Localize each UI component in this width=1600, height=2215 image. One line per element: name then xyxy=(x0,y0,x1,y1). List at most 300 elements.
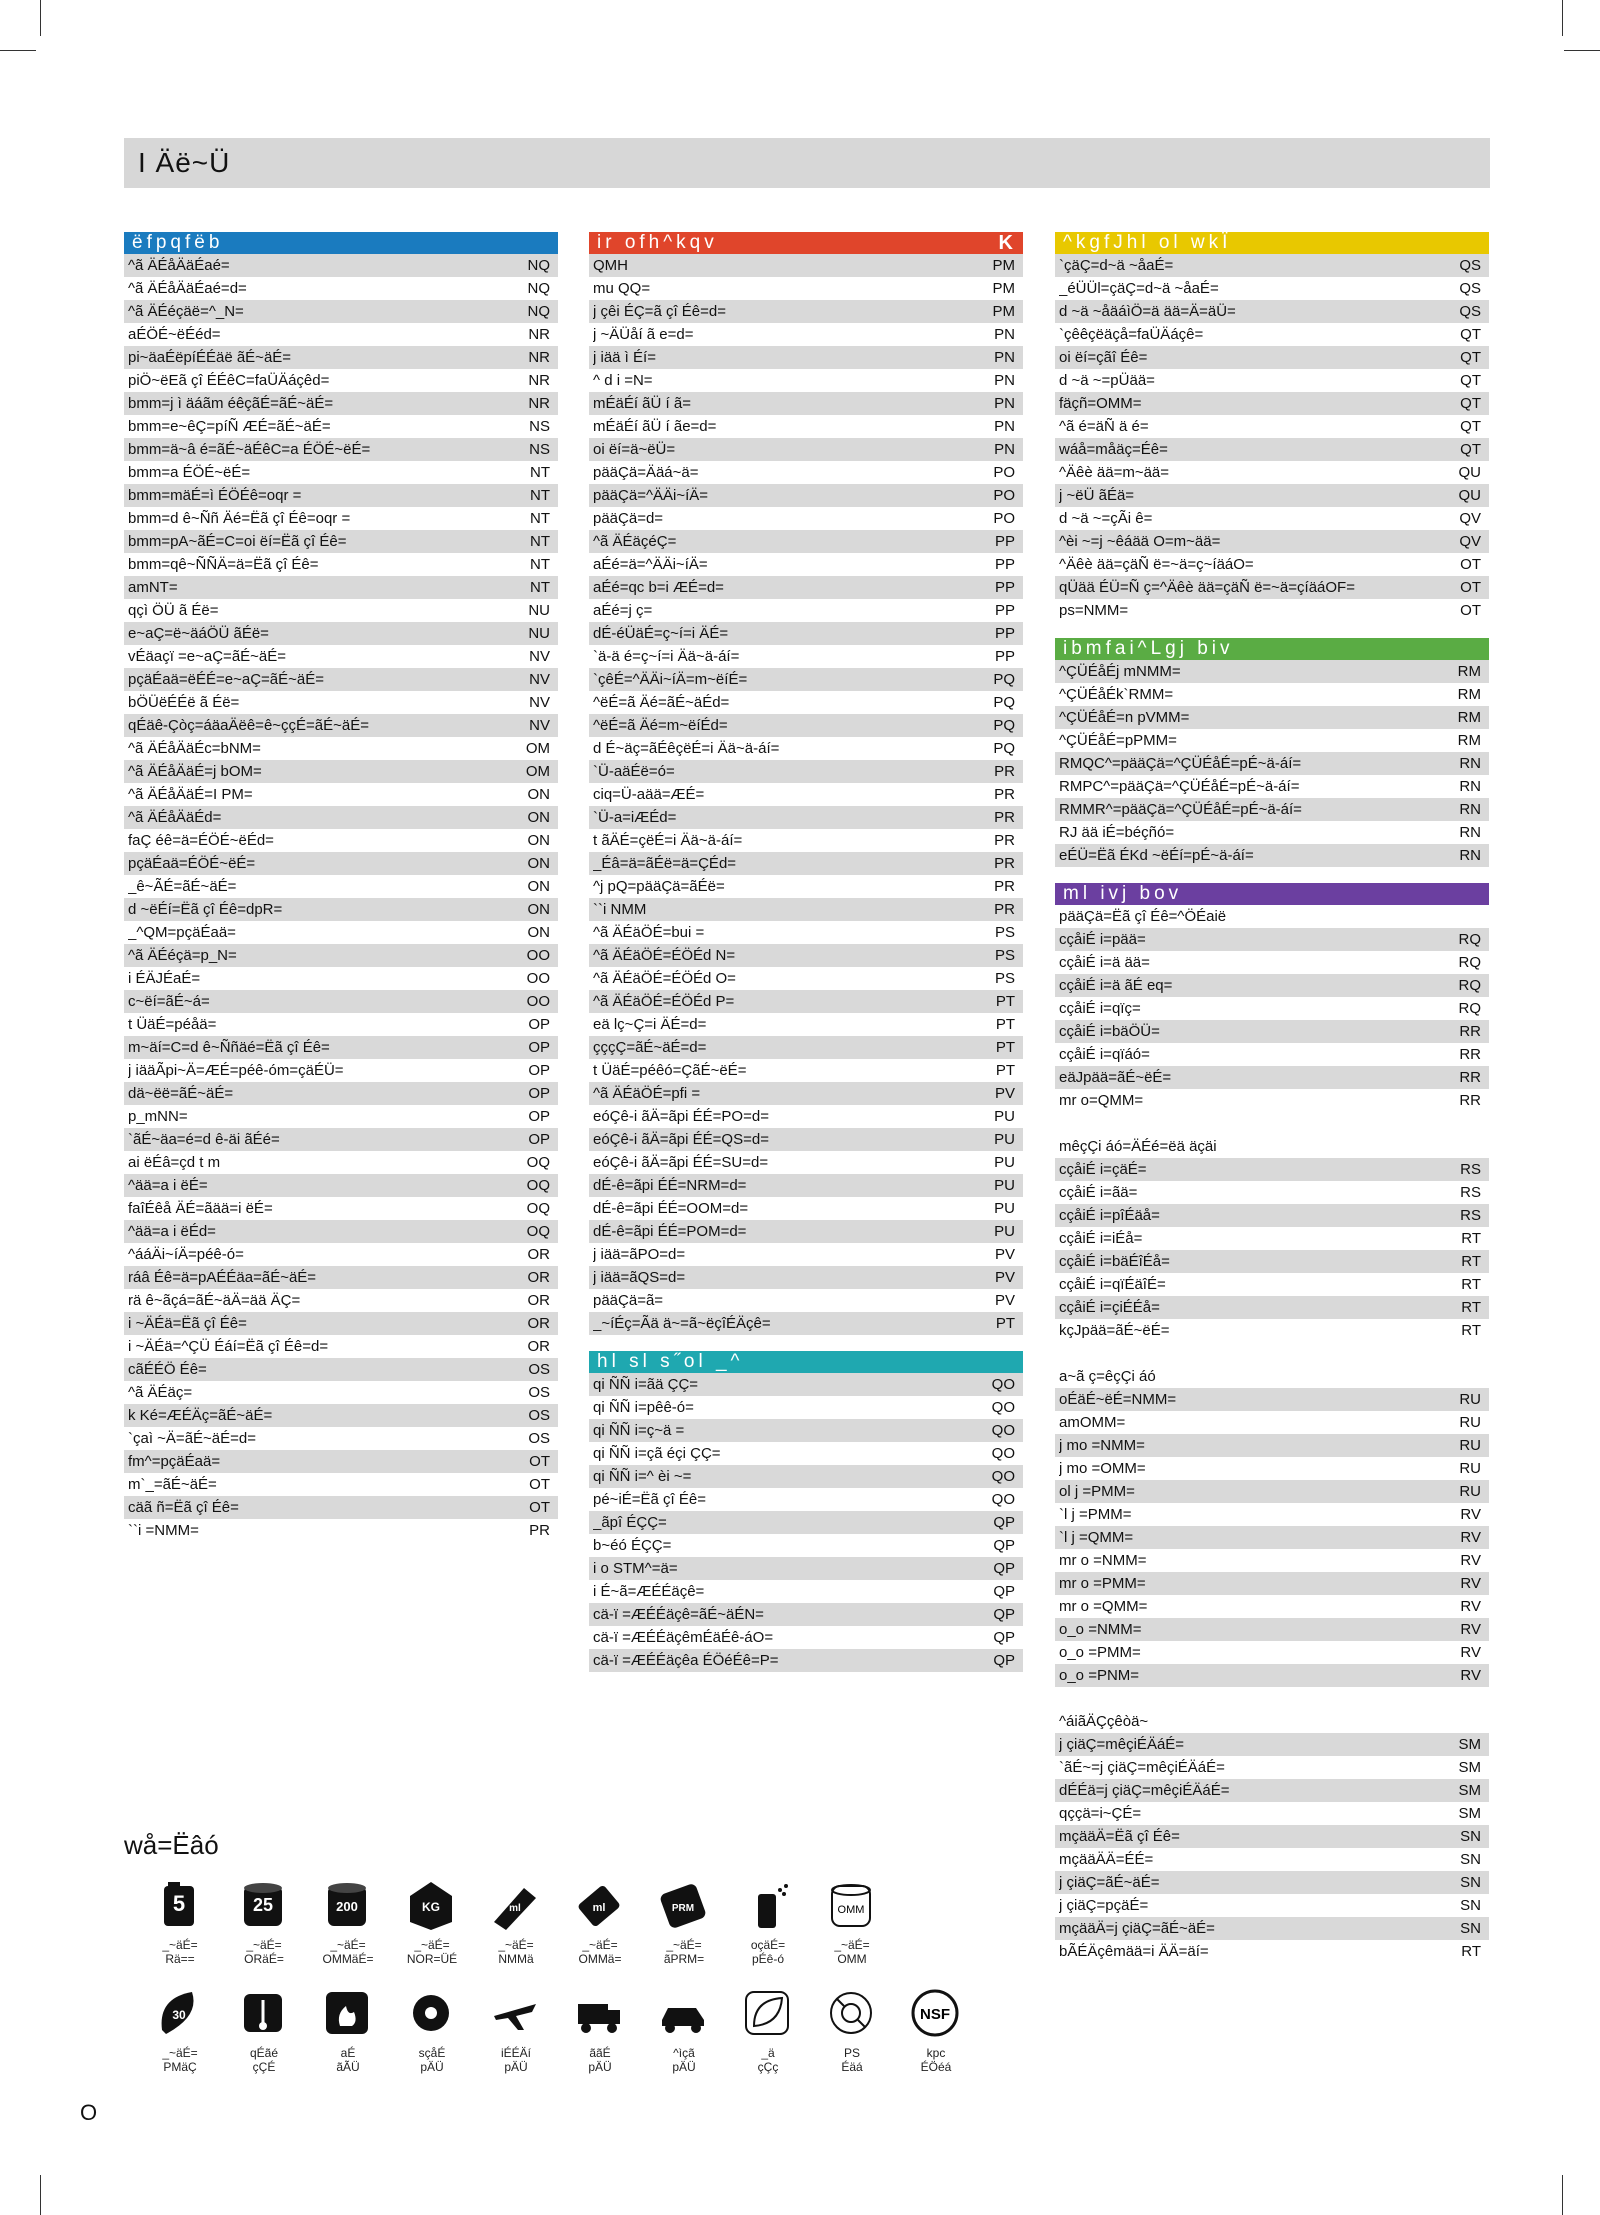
index-entry[interactable] xyxy=(124,1105,558,1128)
index-entry[interactable] xyxy=(1055,415,1489,438)
entry-page: RT xyxy=(1461,1299,1481,1316)
index-entry[interactable] xyxy=(1055,1411,1489,1434)
index-entry[interactable] xyxy=(124,576,558,599)
index-entry[interactable] xyxy=(589,1419,1023,1442)
index-entry[interactable] xyxy=(1055,1043,1489,1066)
entry-page: SN xyxy=(1460,1851,1481,1868)
entry-page: ON xyxy=(527,878,550,895)
index-entry[interactable] xyxy=(124,599,558,622)
index-entry[interactable] xyxy=(589,1557,1023,1580)
entry-page: NR xyxy=(528,326,550,343)
entry-name: oi ëí=ä~ëÜ= xyxy=(593,441,676,458)
index-entry[interactable] xyxy=(589,622,1023,645)
entry-name: qçì ÖÜ ã Éë= xyxy=(128,602,219,619)
index-entry[interactable] xyxy=(589,1197,1023,1220)
index-entry[interactable] xyxy=(124,1450,558,1473)
index-entry[interactable] xyxy=(589,1603,1023,1626)
entry-page: OP xyxy=(528,1039,550,1056)
index-entry[interactable] xyxy=(1055,484,1489,507)
entry-page: PR xyxy=(994,763,1015,780)
entry-page: QP xyxy=(993,1583,1015,1600)
entry-page: QT xyxy=(1460,441,1481,458)
index-entry[interactable] xyxy=(1055,683,1489,706)
index-entry[interactable] xyxy=(124,1266,558,1289)
index-entry[interactable] xyxy=(1055,599,1489,622)
thermometer-30-icon xyxy=(152,1986,206,2040)
index-entry[interactable] xyxy=(589,944,1023,967)
drum-25l-icon xyxy=(236,1878,290,1932)
index-entry[interactable] xyxy=(1055,974,1489,997)
index-entry[interactable] xyxy=(589,1128,1023,1151)
entry-name: kçJpää=ãÉ~ëÉ= xyxy=(1059,1322,1170,1339)
index-entry[interactable] xyxy=(589,1013,1023,1036)
entry-name: bÖÜëÉÉë ã Éë= xyxy=(128,694,240,711)
index-entry[interactable] xyxy=(1055,997,1489,1020)
index-entry[interactable] xyxy=(589,875,1023,898)
index-entry[interactable] xyxy=(124,1151,558,1174)
index-entry[interactable] xyxy=(589,990,1023,1013)
index-entry[interactable] xyxy=(124,1519,558,1542)
index-entry[interactable] xyxy=(1055,821,1489,844)
index-entry[interactable] xyxy=(124,1358,558,1381)
index-entry[interactable] xyxy=(124,852,558,875)
index-entry[interactable] xyxy=(1055,346,1489,369)
index-entry[interactable] xyxy=(1055,752,1489,775)
index-entry[interactable] xyxy=(124,760,558,783)
entry-page: RM xyxy=(1457,709,1481,726)
index-entry[interactable] xyxy=(589,438,1023,461)
index-entry[interactable] xyxy=(589,346,1023,369)
entry-name: cçåiÉ i=ä ää= xyxy=(1059,954,1150,971)
index-entry[interactable] xyxy=(1055,1664,1489,1687)
index-entry[interactable] xyxy=(124,277,558,300)
entry-name: pääÇä=^ÄÄi~íÄ= xyxy=(593,487,709,504)
entry-name: _^QM=pçäÉaä= xyxy=(128,924,236,941)
spacer xyxy=(1055,1342,1489,1365)
index-entry[interactable] xyxy=(589,1082,1023,1105)
entry-name: pé~iÉ=Ëã çî Éê= xyxy=(593,1491,706,1508)
index-entry[interactable] xyxy=(589,714,1023,737)
index-entry[interactable] xyxy=(589,1105,1023,1128)
entry-name: mr o =PMM= xyxy=(1059,1575,1146,1592)
index-entry[interactable] xyxy=(589,898,1023,921)
index-entry[interactable] xyxy=(1055,1434,1489,1457)
legend-item xyxy=(572,1986,628,2074)
index-entry[interactable] xyxy=(1055,369,1489,392)
index-entry[interactable] xyxy=(589,1534,1023,1557)
index-entry[interactable] xyxy=(1055,1480,1489,1503)
entry-name: m~äí=C=d ê~Ññäé=Ëã çî Éê= xyxy=(128,1039,330,1056)
legend-label: _~äÉ= NOR=ÜÉ xyxy=(406,1938,458,1966)
index-entry[interactable] xyxy=(1055,1388,1489,1411)
entry-page: PS xyxy=(994,924,1015,941)
entry-page: PV xyxy=(994,1246,1015,1263)
index-entry[interactable] xyxy=(1055,1779,1489,1802)
index-entry[interactable] xyxy=(589,1151,1023,1174)
index-entry[interactable] xyxy=(589,277,1023,300)
index-entry[interactable] xyxy=(589,1220,1023,1243)
index-entry[interactable] xyxy=(1055,1204,1489,1227)
index-entry[interactable] xyxy=(589,461,1023,484)
entry-page: SN xyxy=(1460,1874,1481,1891)
index-entry[interactable] xyxy=(1055,530,1489,553)
index-entry[interactable] xyxy=(1055,1273,1489,1296)
legend-item xyxy=(656,1878,712,1966)
index-entry[interactable] xyxy=(589,553,1023,576)
index-entry[interactable] xyxy=(1055,844,1489,867)
index-entry[interactable] xyxy=(589,852,1023,875)
entry-page: PR xyxy=(994,855,1015,872)
entry-page: PN xyxy=(994,372,1015,389)
machinery-icon xyxy=(404,1986,458,2040)
entry-name: t ÜäÉ=péêó=ÇãÉ~ëÉ= xyxy=(593,1062,747,1079)
index-entry[interactable] xyxy=(1055,1089,1489,1112)
index-entry[interactable] xyxy=(124,622,558,645)
entry-name: j mo =NMM= xyxy=(1059,1437,1145,1454)
entry-page: RV xyxy=(1460,1552,1481,1569)
index-entry[interactable] xyxy=(589,1266,1023,1289)
index-entry[interactable] xyxy=(589,691,1023,714)
index-entry[interactable] xyxy=(1055,323,1489,346)
entry-page: RT xyxy=(1461,1322,1481,1339)
entry-page: RS xyxy=(1460,1184,1481,1201)
index-entry[interactable] xyxy=(589,1626,1023,1649)
index-entry[interactable] xyxy=(1055,1641,1489,1664)
section-header xyxy=(124,232,558,254)
index-entry[interactable] xyxy=(589,1442,1023,1465)
index-entry[interactable] xyxy=(589,921,1023,944)
index-entry[interactable] xyxy=(589,1036,1023,1059)
entry-page: RN xyxy=(1459,778,1481,795)
index-entry[interactable] xyxy=(1055,1756,1489,1779)
index-entry[interactable] xyxy=(124,1427,558,1450)
entry-name: faîÉêå ÄÉ=ãää=i ëÉ= xyxy=(128,1200,273,1217)
index-entry[interactable] xyxy=(1055,1802,1489,1825)
index-entry[interactable] xyxy=(1055,1825,1489,1848)
svg-text:KG: KG xyxy=(422,1900,440,1914)
entry-name: b~éó ÉÇÇ= xyxy=(593,1537,672,1554)
index-entry[interactable] xyxy=(124,484,558,507)
index-entry[interactable] xyxy=(589,599,1023,622)
index-entry[interactable] xyxy=(124,1404,558,1427)
index-entry[interactable] xyxy=(1055,1917,1489,1940)
spray-can-icon xyxy=(740,1878,794,1932)
entry-name: cçåiÉ i=ãä= xyxy=(1059,1184,1138,1201)
marine-icon xyxy=(824,1986,878,2040)
index-entry[interactable] xyxy=(589,829,1023,852)
entry-page: QO xyxy=(991,1399,1015,1416)
entry-page: PP xyxy=(994,556,1015,573)
index-entry[interactable] xyxy=(1055,660,1489,683)
index-entry[interactable] xyxy=(1055,1871,1489,1894)
entry-name: j ~ëÜ ãÉä= xyxy=(1059,487,1135,504)
index-entry[interactable] xyxy=(124,1335,558,1358)
index-entry[interactable] xyxy=(589,576,1023,599)
index-entry[interactable] xyxy=(124,691,558,714)
index-entry[interactable] xyxy=(589,783,1023,806)
index-entry[interactable] xyxy=(589,1511,1023,1534)
index-entry[interactable] xyxy=(1055,1181,1489,1204)
index-entry[interactable] xyxy=(124,875,558,898)
index-entry[interactable] xyxy=(1055,1572,1489,1595)
entry-name: ^ÇÜÉåÉ=pPMM= xyxy=(1059,732,1177,749)
index-entry[interactable] xyxy=(124,1197,558,1220)
index-entry[interactable] xyxy=(1055,300,1489,323)
entry-name: dÉ-ê=ãpi ÉÉ=NRM=d= xyxy=(593,1177,747,1194)
entry-page: OT xyxy=(1460,579,1481,596)
index-entry[interactable] xyxy=(124,1128,558,1151)
index-entry[interactable] xyxy=(589,415,1023,438)
legend-label: _~äÉ= ORäÉ= xyxy=(244,1938,284,1966)
entry-page: QP xyxy=(993,1514,1015,1531)
index-entry[interactable] xyxy=(124,645,558,668)
index-entry[interactable] xyxy=(1055,1733,1489,1756)
index-entry[interactable] xyxy=(124,714,558,737)
index-entry[interactable] xyxy=(589,484,1023,507)
index-entry[interactable] xyxy=(1055,461,1489,484)
index-entry[interactable] xyxy=(589,300,1023,323)
index-entry[interactable] xyxy=(1055,1595,1489,1618)
entry-name: cçåiÉ i=qïç= xyxy=(1059,1000,1141,1017)
entry-name: o_o =PNM= xyxy=(1059,1667,1140,1684)
entry-page: PQ xyxy=(993,740,1015,757)
entry-page: PU xyxy=(994,1108,1015,1125)
legend-item xyxy=(488,1986,544,2074)
index-entry[interactable] xyxy=(124,1243,558,1266)
index-entry[interactable] xyxy=(1055,507,1489,530)
index-entry[interactable] xyxy=(124,944,558,967)
entry-name: j mo =OMM= xyxy=(1059,1460,1146,1477)
index-entry[interactable] xyxy=(1055,1526,1489,1549)
index-entry[interactable] xyxy=(124,1496,558,1519)
entry-name: aÉé=qc b=i ÆÉ=d= xyxy=(593,579,724,596)
index-entry[interactable] xyxy=(124,1473,558,1496)
entry-page: PR xyxy=(994,832,1015,849)
legend-item xyxy=(152,1986,208,2074)
entry-page: OT xyxy=(529,1453,550,1470)
index-entry[interactable] xyxy=(1055,1940,1489,1963)
index-entry[interactable] xyxy=(1055,1848,1489,1871)
index-entry[interactable] xyxy=(589,1312,1023,1335)
index-entry[interactable] xyxy=(124,530,558,553)
entry-name: dä~ëë=ãÉ~äÉ= xyxy=(128,1085,234,1102)
index-entry[interactable] xyxy=(1055,1549,1489,1572)
index-entry[interactable] xyxy=(1055,1227,1489,1250)
index-entry[interactable] xyxy=(124,737,558,760)
index-entry[interactable] xyxy=(124,967,558,990)
index-entry[interactable] xyxy=(589,1373,1023,1396)
index-entry[interactable] xyxy=(124,1174,558,1197)
entry-name: ps=NMM= xyxy=(1059,602,1129,619)
index-entry[interactable] xyxy=(124,1036,558,1059)
index-entry[interactable] xyxy=(1055,1250,1489,1273)
entry-page: NU xyxy=(528,625,550,642)
index-entry[interactable] xyxy=(124,438,558,461)
entry-page: SN xyxy=(1460,1920,1481,1937)
index-entry[interactable] xyxy=(124,1381,558,1404)
entry-page: PR xyxy=(529,1522,550,1539)
entry-page: ON xyxy=(527,901,550,918)
index-entry[interactable] xyxy=(124,369,558,392)
index-entry[interactable] xyxy=(124,323,558,346)
index-entry[interactable] xyxy=(1055,254,1489,277)
index-entry[interactable] xyxy=(1055,1296,1489,1319)
index-entry[interactable] xyxy=(589,1465,1023,1488)
legend-item xyxy=(572,1878,628,1966)
section-title: ibmfai^Lgj biv xyxy=(1063,638,1234,659)
aviation-icon xyxy=(488,1986,542,2040)
entry-name: bmm=e~êÇ=píÑ ÆÉ=ãÉ~äÉ= xyxy=(128,418,331,435)
index-entry[interactable] xyxy=(124,668,558,691)
index-entry[interactable] xyxy=(1055,951,1489,974)
legend-label: _~äÉ= ãPRM= xyxy=(663,1938,705,1966)
entry-name: ^ã ÄÉåÄäÉc=bNM= xyxy=(128,740,261,757)
entry-page: RU xyxy=(1459,1437,1481,1454)
entry-page: NS xyxy=(529,418,550,435)
entry-page: QT xyxy=(1460,395,1481,412)
index-entry[interactable] xyxy=(1055,576,1489,599)
index-entry[interactable] xyxy=(1055,1894,1489,1917)
entry-page: RQ xyxy=(1458,1000,1481,1017)
entry-page: NT xyxy=(530,464,550,481)
index-entry[interactable] xyxy=(1055,438,1489,461)
entry-page: QP xyxy=(993,1537,1015,1554)
entry-name: dÉ-éÜäÉ=ç~í=i ÄÉ= xyxy=(593,625,729,642)
entry-name: ^ã ÄÉéçä=p_N= xyxy=(128,947,237,964)
index-entry[interactable] xyxy=(124,921,558,944)
index-entry[interactable] xyxy=(1055,798,1489,821)
index-entry[interactable] xyxy=(1055,553,1489,576)
entry-page: PU xyxy=(994,1223,1015,1240)
entry-name: j ~ÄÜåí ã e=d= xyxy=(593,326,694,343)
index-entry[interactable] xyxy=(124,783,558,806)
index-entry[interactable] xyxy=(1055,706,1489,729)
index-entry[interactable] xyxy=(589,1174,1023,1197)
index-entry[interactable] xyxy=(589,507,1023,530)
index-entry[interactable] xyxy=(1055,1503,1489,1526)
index-entry[interactable] xyxy=(124,346,558,369)
can-omm-icon xyxy=(824,1878,878,1932)
index-entry[interactable] xyxy=(1055,775,1489,798)
index-entry[interactable] xyxy=(124,507,558,530)
index-entry[interactable] xyxy=(1055,1066,1489,1089)
index-entry[interactable] xyxy=(124,806,558,829)
entry-page: SM xyxy=(1458,1759,1481,1776)
index-entry[interactable] xyxy=(589,1289,1023,1312)
index-entry[interactable] xyxy=(124,1312,558,1335)
index-entry[interactable] xyxy=(589,1396,1023,1419)
entry-page: OP xyxy=(528,1016,550,1033)
index-entry[interactable] xyxy=(1055,1020,1489,1043)
entry-name: eóÇê-i ãÄ=ãpi ÉÉ=SU=d= xyxy=(593,1154,769,1171)
index-entry[interactable] xyxy=(1055,729,1489,752)
index-entry[interactable] xyxy=(124,254,558,277)
index-entry[interactable] xyxy=(124,300,558,323)
index-entry[interactable] xyxy=(589,1580,1023,1603)
entry-name: vÉäaçï =e~aÇ=ãÉ~äÉ= xyxy=(128,648,287,665)
index-entry[interactable] xyxy=(589,369,1023,392)
crop-mark xyxy=(1562,2175,1563,2215)
index-entry[interactable] xyxy=(124,898,558,921)
index-entry[interactable] xyxy=(589,323,1023,346)
index-entry[interactable] xyxy=(1055,928,1489,951)
index-entry[interactable] xyxy=(589,392,1023,415)
canister-5l-icon xyxy=(152,1878,206,1932)
index-entry[interactable] xyxy=(124,829,558,852)
entry-page: QP xyxy=(993,1560,1015,1577)
index-entry[interactable] xyxy=(124,1013,558,1036)
eco-leaf-icon xyxy=(740,1986,794,2040)
entry-page: RV xyxy=(1460,1575,1481,1592)
index-entry[interactable] xyxy=(589,1488,1023,1511)
entry-page: OM xyxy=(525,740,550,757)
entry-page: QV xyxy=(1459,510,1481,527)
entry-page: OQ xyxy=(526,1154,550,1171)
index-entry[interactable] xyxy=(124,1082,558,1105)
index-entry[interactable] xyxy=(124,415,558,438)
entry-page: OP xyxy=(528,1108,550,1125)
index-entry[interactable] xyxy=(589,1243,1023,1266)
entry-name: d ~ä ~=çÃi ê= xyxy=(1059,510,1153,527)
entry-page: PO xyxy=(993,487,1015,504)
entry-page: PQ xyxy=(993,717,1015,734)
index-entry[interactable] xyxy=(124,1059,558,1082)
flammable-icon xyxy=(320,1986,374,2040)
index-entry[interactable] xyxy=(589,737,1023,760)
entry-name: ^ã ÄÉäç= xyxy=(128,1384,193,1401)
entry-page: PP xyxy=(994,579,1015,596)
page-number: O xyxy=(80,2100,98,2125)
index-entry[interactable] xyxy=(589,1649,1023,1672)
index-entry[interactable] xyxy=(589,530,1023,553)
index-entry[interactable] xyxy=(1055,1319,1489,1342)
index-entry[interactable] xyxy=(589,1059,1023,1082)
index-entry[interactable] xyxy=(1055,277,1489,300)
index-entry[interactable] xyxy=(124,1289,558,1312)
index-entry[interactable] xyxy=(124,392,558,415)
index-entry[interactable] xyxy=(589,967,1023,990)
index-entry[interactable] xyxy=(1055,1158,1489,1181)
index-entry[interactable] xyxy=(1055,1457,1489,1480)
legend-label: PS Éäá xyxy=(841,2046,863,2074)
entry-name: d ~ëÉí=Ëã çî Éê=dpR= xyxy=(128,901,283,918)
index-entry[interactable] xyxy=(589,668,1023,691)
entry-name: qi ÑÑ i=ç~ä = xyxy=(593,1422,685,1439)
index-entry[interactable] xyxy=(124,990,558,1013)
index-entry[interactable] xyxy=(589,645,1023,668)
entry-name: dÉ-ê=ãpi ÉÉ=OOM=d= xyxy=(593,1200,749,1217)
index-entry[interactable] xyxy=(589,806,1023,829)
index-entry[interactable] xyxy=(589,254,1023,277)
entry-name: ^Äêè ää=çäÑ ë=~ä=ç~íäáO= xyxy=(1059,556,1254,573)
index-entry[interactable] xyxy=(124,553,558,576)
crop-mark xyxy=(0,50,36,51)
entry-page: RN xyxy=(1459,824,1481,841)
index-entry[interactable] xyxy=(1055,1618,1489,1641)
entry-name: pääÇä=ã= xyxy=(593,1292,664,1309)
entry-name: cçåiÉ i=pîÉäå= xyxy=(1059,1207,1160,1224)
index-entry[interactable] xyxy=(589,760,1023,783)
index-entry[interactable] xyxy=(124,1220,558,1243)
entry-name: qi ÑÑ i=çã éçi ÇÇ= xyxy=(593,1445,721,1462)
entry-name: QMH xyxy=(593,257,628,274)
index-entry[interactable] xyxy=(1055,392,1489,415)
entry-page: QT xyxy=(1460,372,1481,389)
entry-name: ^ã ÄÉäÖÉ=ÉÖÉd N= xyxy=(593,947,736,964)
entry-page: OS xyxy=(528,1430,550,1447)
index-entry[interactable] xyxy=(124,461,558,484)
legend-label: _~äÉ= Rä== xyxy=(162,1938,198,1966)
